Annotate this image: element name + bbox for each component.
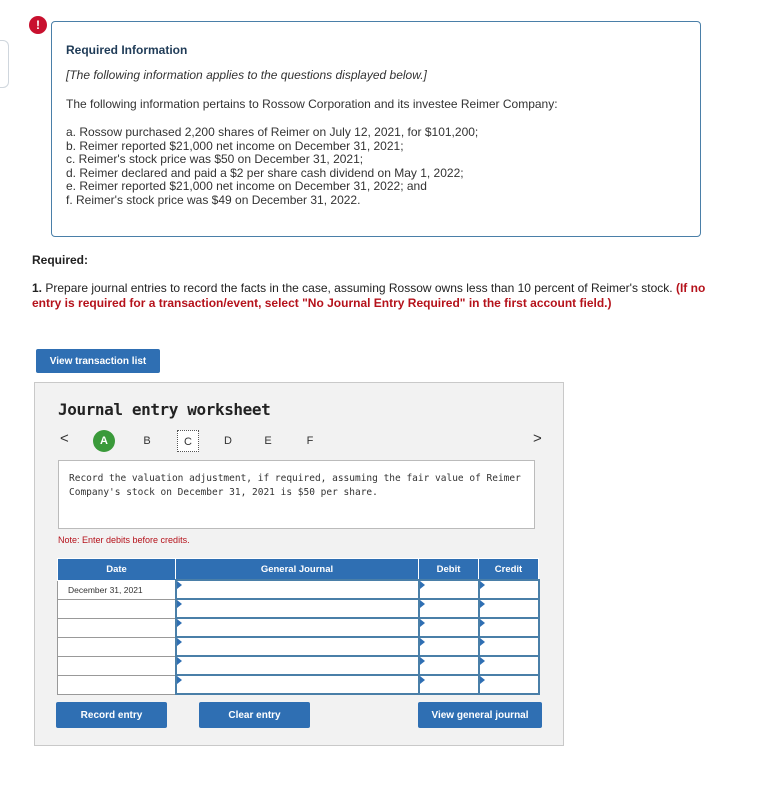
account-input[interactable] xyxy=(176,637,419,656)
alert-icon: ! xyxy=(29,16,47,34)
general-journal-column-header: General Journal xyxy=(176,559,419,581)
table-row xyxy=(58,618,539,637)
input-marker-icon xyxy=(420,657,425,665)
fact-item: c. Reimer's stock price was $50 on December 31, 2021; xyxy=(66,152,364,166)
question-number: 1. xyxy=(32,281,43,295)
tab-d[interactable]: D xyxy=(224,435,232,447)
date-column-header: Date xyxy=(58,559,176,581)
tab-f[interactable]: F xyxy=(306,435,314,447)
dropdown-marker-icon xyxy=(177,619,182,627)
view-general-journal-button[interactable]: View general journal xyxy=(418,702,542,728)
journal-table xyxy=(57,558,540,695)
input-marker-icon xyxy=(480,600,485,608)
table-row xyxy=(58,656,539,675)
dropdown-marker-icon xyxy=(177,657,182,665)
fact-item: e. Reimer reported $21,000 net income on December 31, 2022; and xyxy=(66,179,427,193)
question-text: Prepare journal entries to record the facts in the case, assuming Rossow owns less than 10 percent of Reimer's stock. xyxy=(45,281,673,295)
account-input[interactable] xyxy=(176,599,419,618)
date-cell xyxy=(58,675,176,694)
dropdown-marker-icon xyxy=(177,581,182,589)
info-subtitle: [The following information applies to the questions displayed below.] xyxy=(66,68,427,82)
date-cell xyxy=(58,599,176,618)
view-transaction-list-button[interactable]: View transaction list xyxy=(36,349,160,373)
tab-c[interactable]: C xyxy=(177,430,199,452)
debit-input[interactable] xyxy=(419,675,479,694)
input-marker-icon xyxy=(480,638,485,646)
table-row xyxy=(58,637,539,656)
input-marker-icon xyxy=(420,619,425,627)
credit-column-header: Credit xyxy=(479,559,539,581)
required-information-box xyxy=(51,21,701,237)
debit-input[interactable] xyxy=(419,580,479,599)
debit-column-header: Debit xyxy=(419,559,479,581)
input-marker-icon xyxy=(480,619,485,627)
debit-input[interactable] xyxy=(419,656,479,675)
fact-item: a. Rossow purchased 2,200 shares of Reimer on July 12, 2021, for $101,200; xyxy=(66,125,479,139)
facts-list xyxy=(66,126,478,207)
input-marker-icon xyxy=(480,581,485,589)
debit-input[interactable] xyxy=(419,599,479,618)
fact-item: d. Reimer declared and paid a $2 per share cash dividend on May 1, 2022; xyxy=(66,165,464,180)
debit-input[interactable] xyxy=(419,637,479,656)
fact-item: f. Reimer's stock price was $49 on December 31, 2022. xyxy=(66,192,361,207)
input-marker-icon xyxy=(420,676,425,684)
info-lead: The following information pertains to Rossow Corporation and its investee Reimer Company: xyxy=(66,97,558,111)
tab-a[interactable]: A xyxy=(93,430,115,452)
dropdown-marker-icon xyxy=(177,600,182,608)
entry-date: December 31, 2021 xyxy=(68,584,143,595)
worksheet-title: Journal entry worksheet xyxy=(58,400,271,419)
input-marker-icon xyxy=(420,581,425,589)
input-marker-icon xyxy=(420,638,425,646)
info-title: Required Information xyxy=(66,43,188,57)
record-entry-button[interactable]: Record entry xyxy=(56,702,167,728)
dropdown-marker-icon xyxy=(177,676,182,684)
credit-input[interactable] xyxy=(479,599,539,618)
fact-item: b. Reimer reported $21,000 net income on December 31, 2021; xyxy=(66,138,404,153)
account-input[interactable] xyxy=(176,618,419,637)
credit-input[interactable] xyxy=(479,637,539,656)
tab-e[interactable]: E xyxy=(264,435,272,447)
credit-input[interactable] xyxy=(479,656,539,675)
credit-input[interactable] xyxy=(479,618,539,637)
date-cell xyxy=(58,618,176,637)
side-panel-edge xyxy=(0,40,9,88)
credit-input[interactable] xyxy=(479,675,539,694)
next-arrow-icon[interactable]: > xyxy=(533,430,542,447)
date-cell xyxy=(58,656,176,675)
input-marker-icon xyxy=(480,676,485,684)
instruction-box: Record the valuation adjustment, if required, assuming the fair value of Reimer Company's stock on December 31, 2021 is $50 per share. xyxy=(58,460,535,529)
tab-b[interactable]: B xyxy=(143,435,151,447)
debit-input[interactable] xyxy=(419,618,479,637)
debits-note: Note: Enter debits before credits. xyxy=(58,535,190,545)
journal-entry-worksheet xyxy=(34,382,564,746)
account-input[interactable] xyxy=(176,656,419,675)
required-question xyxy=(32,281,737,311)
credit-input[interactable] xyxy=(479,580,539,599)
input-marker-icon xyxy=(420,600,425,608)
table-row xyxy=(58,675,539,694)
question-note: (If no entry is required for a transaction/event, select "No Journal Entry Required" in the first account field.) xyxy=(32,281,706,310)
account-input[interactable] xyxy=(176,580,419,599)
prev-arrow-icon[interactable]: < xyxy=(60,430,69,447)
account-input[interactable] xyxy=(176,675,419,694)
table-row xyxy=(58,580,539,599)
clear-entry-button[interactable]: Clear entry xyxy=(199,702,310,728)
table-row xyxy=(58,599,539,618)
required-heading: Required: xyxy=(32,253,89,267)
input-marker-icon xyxy=(480,657,485,665)
date-cell xyxy=(58,637,176,656)
dropdown-marker-icon xyxy=(177,638,182,646)
date-cell xyxy=(58,580,176,599)
